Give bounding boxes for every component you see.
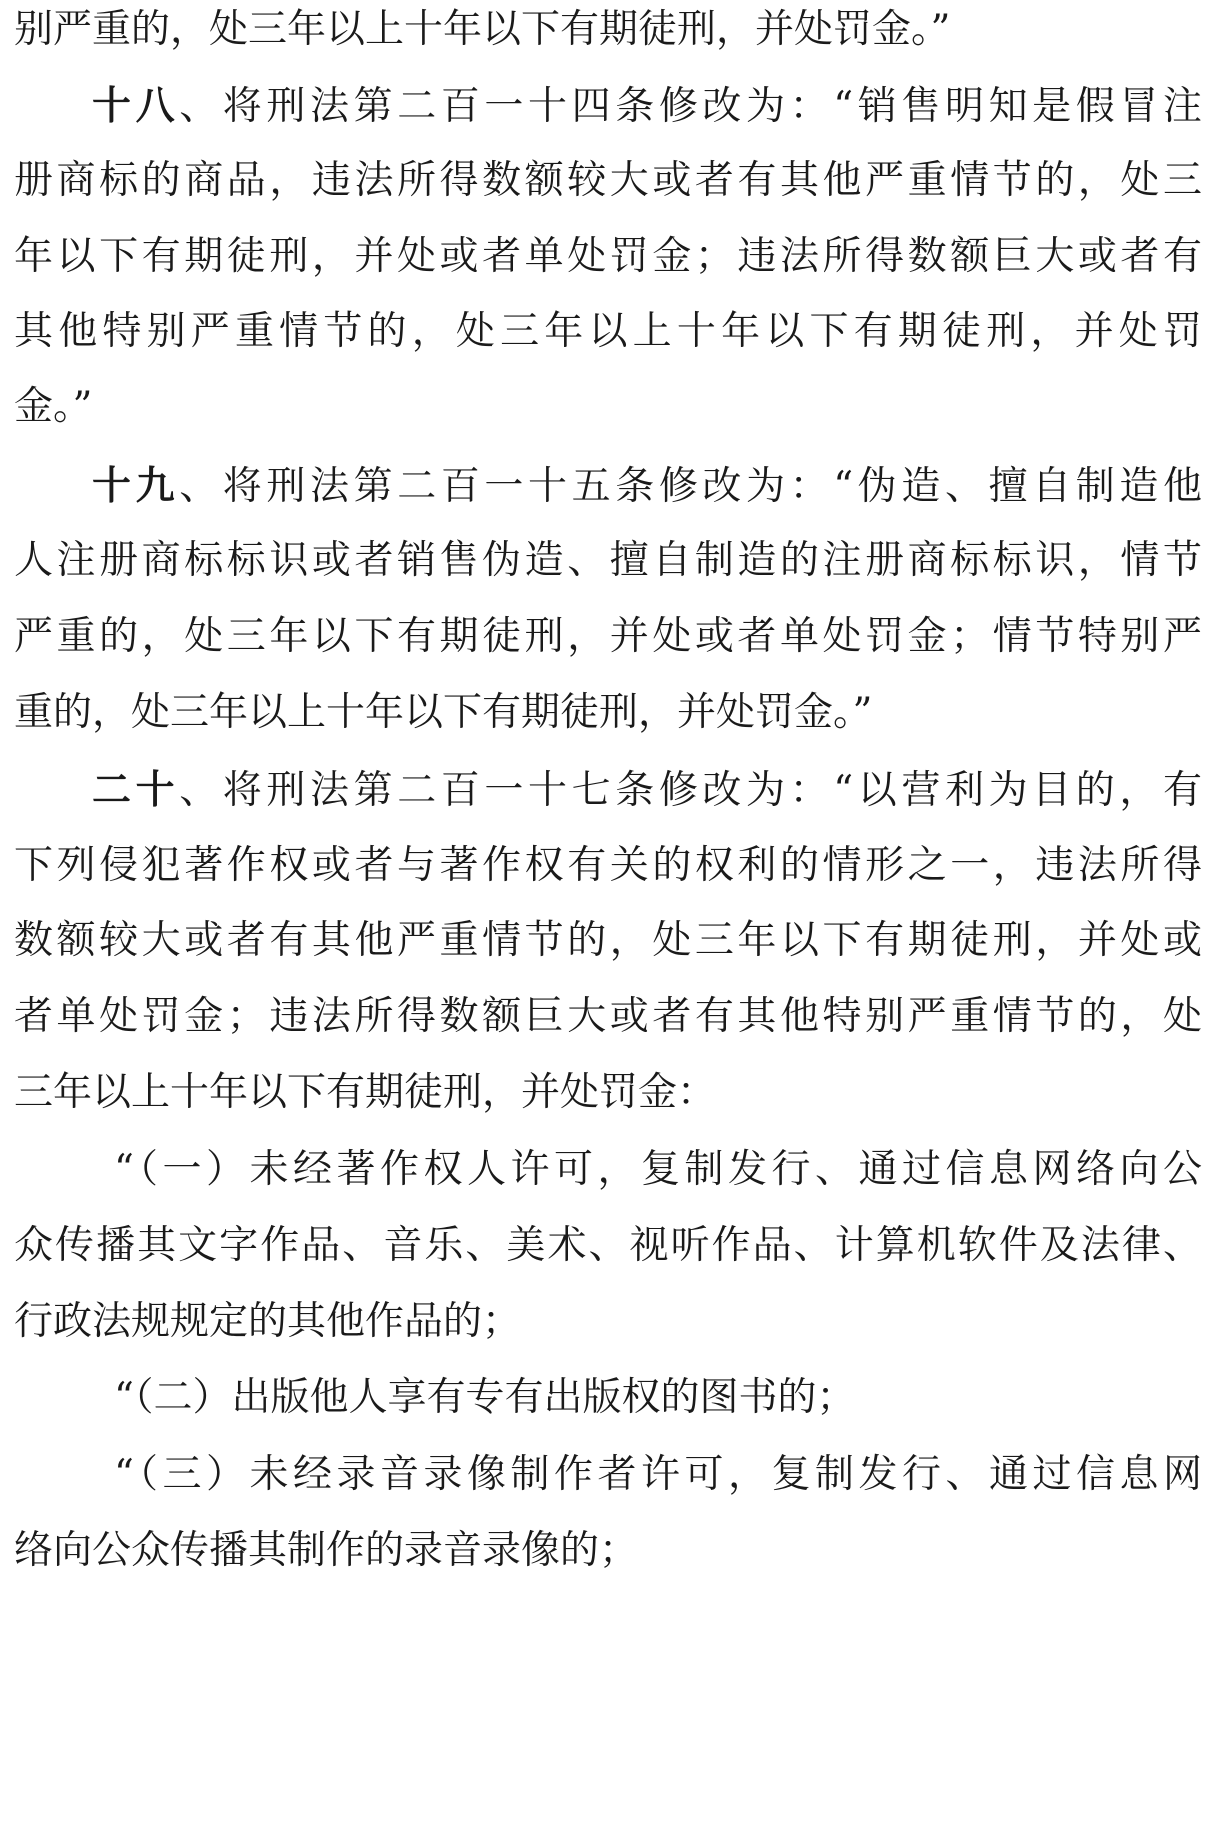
article-number: 十九	[92, 463, 180, 509]
text-line: 人注册商标标识或者销售伪造、擅自制造的注册商标标识，情节	[14, 538, 1202, 583]
text-line: 众传播其文字作品、音乐、美术、视听作品、计算机软件及法律、	[14, 1223, 1202, 1268]
text-line: 年以下有期徒刑，并处或者单处罚金；违法所得数额巨大或者有	[14, 234, 1202, 279]
text-line: 金。”	[14, 384, 93, 429]
text-line: 其他特别严重情节的，处三年以上十年以下有期徒刑，并处罚	[14, 309, 1202, 354]
text-line: 三年以上十年以下有期徒刑，并处罚金：	[14, 1070, 717, 1115]
text-line: 重的，处三年以上十年以下有期徒刑，并处罚金。”	[14, 690, 873, 735]
text-line: 行政法规规定的其他作品的；	[14, 1299, 522, 1344]
text-line: 、将刑法第二百一十五条修改为：“伪造、擅自制造他	[179, 464, 1202, 509]
text-line: 严重的，处三年以下有期徒刑，并处或者单处罚金；情节特别严	[14, 614, 1202, 659]
text-line: 数额较大或者有其他严重情节的，处三年以下有期徒刑，并处或	[14, 918, 1202, 963]
article-20-first-line	[14, 760, 1202, 820]
article-number: 二十	[92, 767, 180, 813]
article-number: 十八	[92, 83, 180, 129]
item-2-line: “（二）出版他人享有专有出版权的图书的；	[114, 1375, 856, 1420]
text-line: 、将刑法第二百一十四条修改为：“销售明知是假冒注	[179, 84, 1202, 129]
text-line: 册商标的商品，违法所得数额较大或者有其他严重情节的，处三	[14, 158, 1202, 203]
item-1-first-line: “（一）未经著作权人许可，复制发行、通过信息网络向公	[114, 1147, 1202, 1192]
article-19-first-line	[14, 456, 1202, 516]
text-line: 下列侵犯著作权或者与著作权有关的权利的情形之一，违法所得	[14, 843, 1202, 888]
item-3-first-line: “（三）未经录音录像制作者许可，复制发行、通过信息网	[114, 1452, 1202, 1497]
text-line: 别严重的，处三年以上十年以下有期徒刑，并处罚金。”	[14, 7, 951, 52]
text-line: 者单处罚金；违法所得数额巨大或者有其他特别严重情节的，处	[14, 994, 1202, 1039]
text-line: 、将刑法第二百一十七条修改为：“以营利为目的，有	[179, 768, 1202, 813]
article-18-first-line	[14, 76, 1202, 136]
text-line: 络向公众传播其制作的录音录像的；	[14, 1528, 639, 1573]
